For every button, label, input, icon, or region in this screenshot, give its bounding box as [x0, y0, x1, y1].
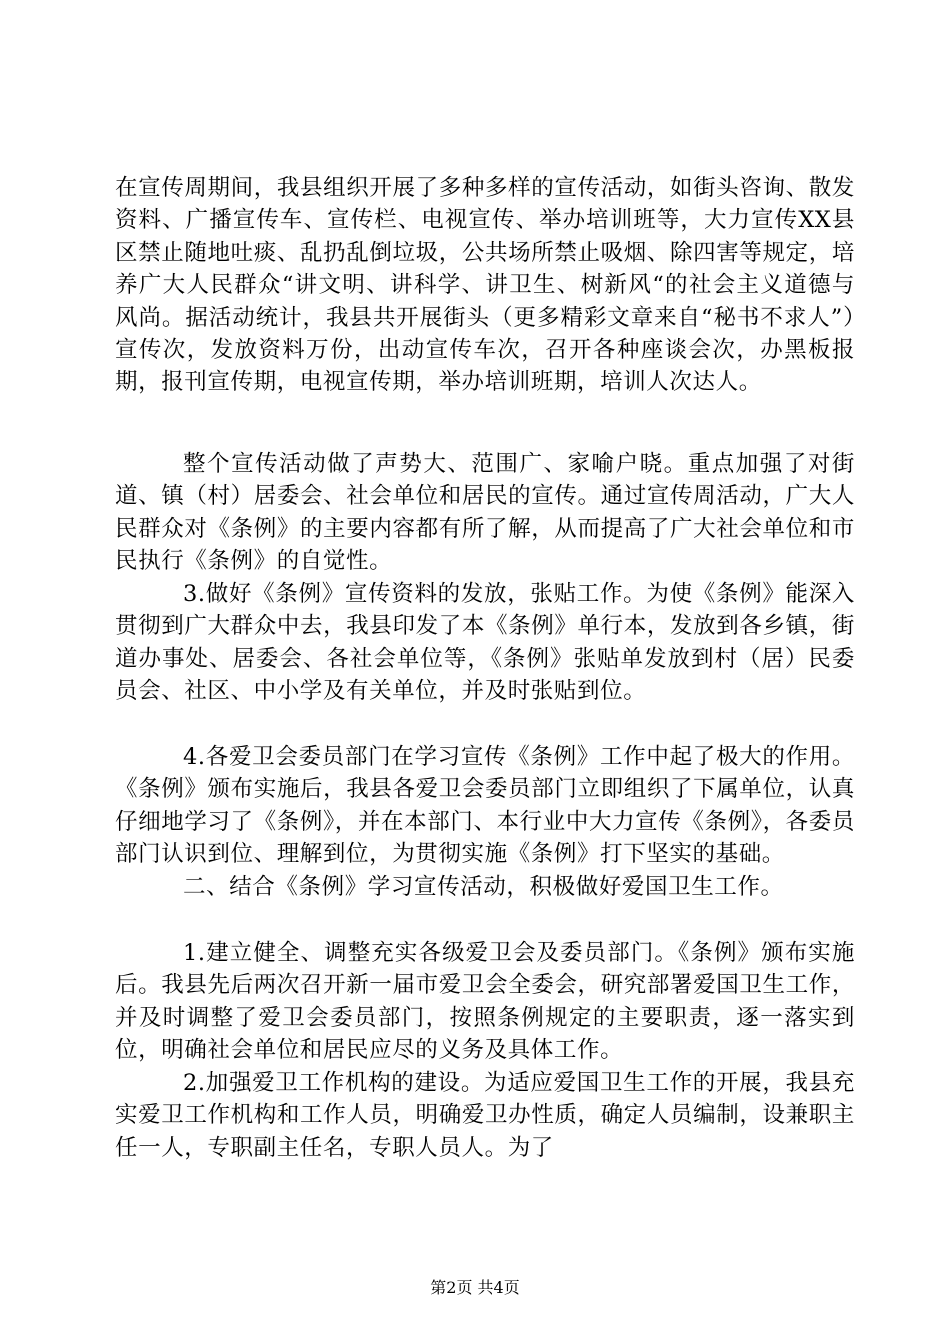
page-number-footer: 第2页 共4页: [430, 1278, 520, 1297]
paragraph-campaign-summary: 整个宣传活动做了声势大、范围广、家喻户晓。重点加强了对街道、镇（村）居委会、社会单位和居民的宣传。通过宣传周活动，广大人民群众对《条例》的主要内容都有所了解，从而提高了广大社会单位和市民执行《条例》的自觉性。: [115, 451, 855, 575]
paragraph-item-3: 3.做好《条例》宣传资料的发放，张贴工作。为使《条例》能深入贯彻到广大群众中去，我县印发了本《条例》单行本，发放到各乡镇，街道办事处、居委会、各社会单位等，《条例》张贴单发放到村（居）民委员会、社区、中小学及有关单位，并及时张贴到位。: [115, 581, 855, 705]
paragraph-item-2: 2.加强爱卫工作机构的建设。为适应爱国卫生工作的开展，我县充实爱卫工作机构和工作人员，明确爱卫办性质，确定人员编制，设兼职主任一人，专职副主任名，专职人员人。为了: [115, 1070, 855, 1161]
paragraph-publicity-week: 在宣传周期间，我县组织开展了多种多样的宣传活动，如街头咨询、散发资料、广播宣传车、宣传栏、电视宣传、举办培训班等，大力宣传XX县区禁止随地吐痰、乱扔乱倒垃圾，公共场所禁止吸烟、除四害等规定，培养广大人民群众“讲文明、讲科学、讲卫生、树新风“的社会主义道德与风尚。据活动统计，我县共开展街头（更多精彩文章来自“秘书不求人”）宣传次，发放资料万份，出动宣传车次，召开各种座谈会次，办黑板报期，报刊宣传期，电视宣传期，举办培训班期，培训人次达人。: [115, 175, 855, 396]
paragraph-item-1: 1.建立健全、调整充实各级爱卫会及委员部门。《条例》颁布实施后。我县先后两次召开新一届市爱卫会全委会，研究部署爱国卫生工作，并及时调整了爱卫会委员部门，按照条例规定的主要职责，逐一落实到位，明确社会单位和居民应尽的义务及具体工作。: [115, 940, 855, 1064]
paragraph-item-4: 4.各爱卫会委员部门在学习宣传《条例》工作中起了极大的作用。《条例》颁布实施后，我县各爱卫会委员部门立即组织了下属单位，认真仔细地学习了《条例》，并在本部门、本行业中大力宣传《条例》，各委员部门认识到位、理解到位，为贯彻实施《条例》打下坚实的基础。: [115, 744, 855, 868]
section-heading-two: 二、结合《条例》学习宣传活动，积极做好爱国卫生工作。: [183, 874, 784, 900]
